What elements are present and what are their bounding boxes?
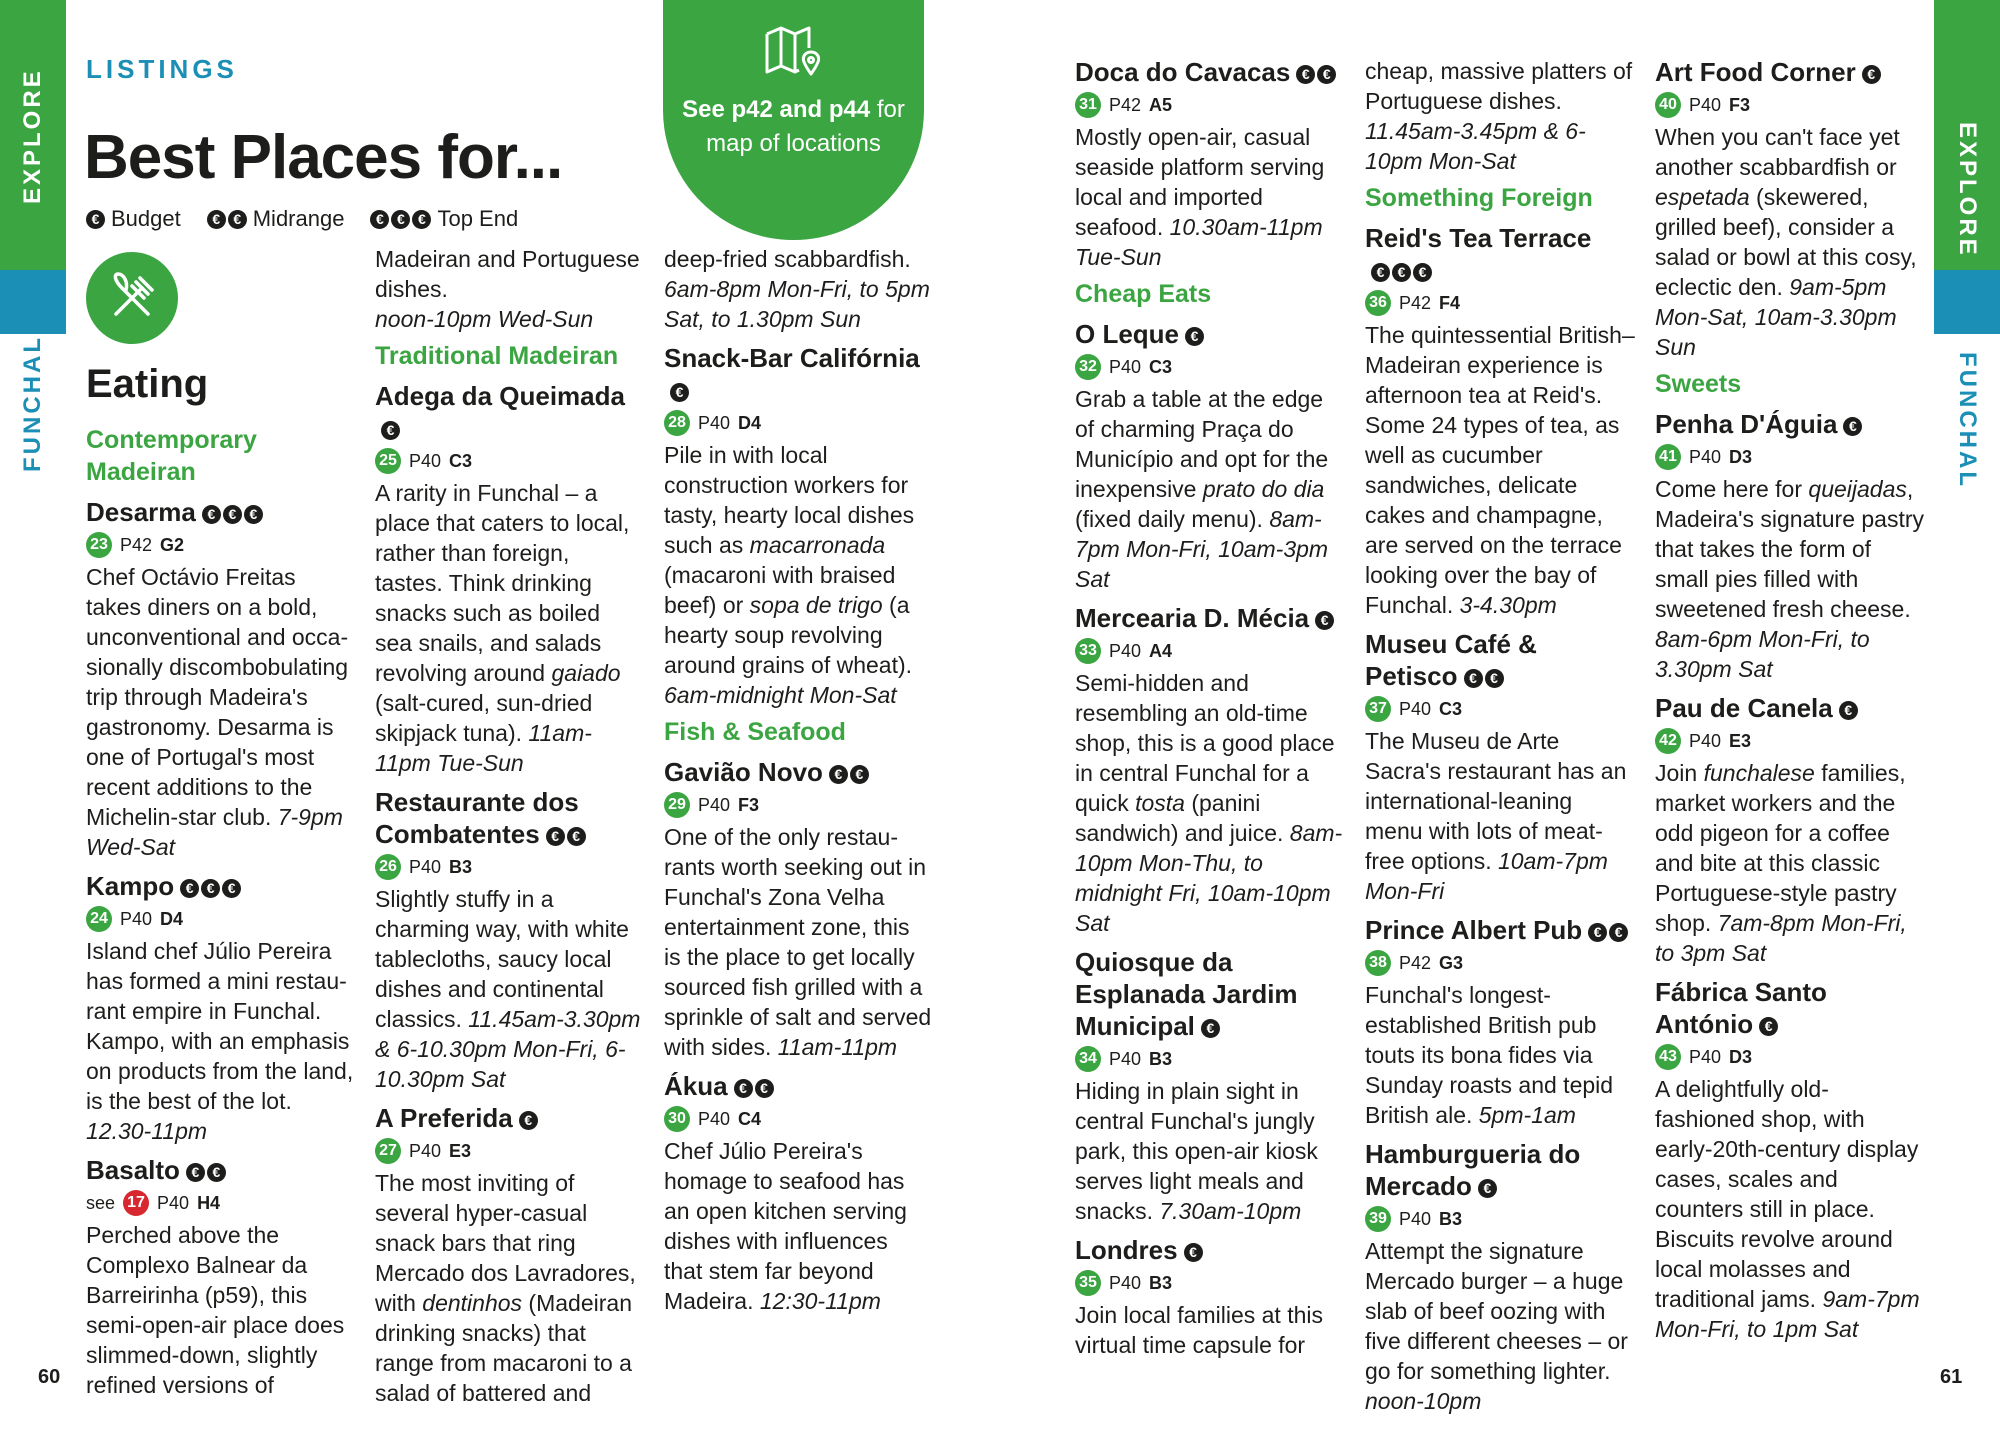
map-page: P40 [1109, 641, 1142, 661]
column-6 [1655, 56, 1925, 1344]
euro-icon: € € [829, 765, 869, 784]
euro-icon: € [1478, 1179, 1497, 1198]
explore-tab-label-left: EXPLORE [19, 68, 46, 204]
listing-description: Chef Júlio Pereira's homage to seafood has an open kitchen serving dishes with influences that stem far beyond Madeira. 12:30-11pm [664, 1138, 907, 1314]
euro-icon: € [1185, 327, 1204, 346]
listing-number-badge: 29 [664, 792, 690, 818]
subsection-heading: Cheap Eats [1075, 280, 1212, 308]
listing-number-badge: 40 [1655, 92, 1681, 118]
listing-description: Join local families at this virtual time capsule for [1075, 1302, 1323, 1358]
listing-entry [86, 1154, 354, 1400]
listing-number-badge: 30 [664, 1106, 690, 1132]
euro-icon: € [1184, 1243, 1203, 1262]
listing-number-badge: 31 [1075, 92, 1101, 118]
listing-name[interactable] [1655, 692, 1925, 724]
listing-description: Grab a table at the edge of charming Praça do Município and opt for the inexpensive prato do dia (fixed daily menu). 8am-7pm Mon-Fri, 10am-3pm Sat [1075, 386, 1329, 592]
listing-hours: 10.30am-11pm Tue-Sun [1075, 214, 1323, 270]
listing-hours: 9am-7pm Mon-Fri, to 1pm Sat [1655, 1286, 1920, 1342]
listing-name[interactable] [86, 870, 354, 902]
map-grid: D3 [1729, 447, 1753, 467]
listing-description: A delightfully old-fashioned shop, with early-20th-century display cases, scales and counters still in place. Biscuits revolve around local molasses and traditional jams. 9am-7pm Mon-Fri, to 1pm Sat [1655, 1076, 1920, 1342]
listing-entry [664, 342, 932, 710]
listing-entry [1365, 628, 1635, 906]
euro-icon: € € € [202, 505, 263, 524]
column-5 [1365, 56, 1635, 1416]
listing-name-text: Quiosque da Esplanada Jardim Municipal [1075, 947, 1298, 1041]
listing-name[interactable] [1075, 318, 1345, 350]
listing-description: The most inviting of several hyper-casual snack bars that ring Mercado dos Lavradores, with dentinhos (Madeiran drinking snacks) that range from macaroni to a salad of battered and [375, 1170, 636, 1406]
euro-icon: € [1201, 1019, 1220, 1038]
map-reference[interactable] [1655, 90, 1925, 120]
euro-icon: € € € [370, 210, 431, 229]
map-page: P40 [1689, 95, 1722, 115]
map-page: P42 [1399, 293, 1432, 313]
explore-tab-label-right: EXPLORE [1954, 122, 1981, 258]
map-grid: F4 [1439, 293, 1461, 313]
map-reference[interactable] [1365, 694, 1635, 724]
listing-description: Mostly open-air, casual seaside platform serving local and imported seafood. 10.30am-11pm Tue-Sun [1075, 124, 1325, 270]
listing-number-badge: 32 [1075, 354, 1101, 380]
legend-budget: € Budget [86, 206, 181, 232]
listing-name-text: Doca do Cavacas [1075, 57, 1291, 87]
map-grid: F3 [1729, 95, 1751, 115]
map-reference[interactable] [1655, 726, 1925, 756]
legend-midrange: € € Midrange [207, 206, 345, 232]
listing-entry [1365, 222, 1635, 620]
map-grid: C4 [738, 1109, 762, 1129]
listing-entry [1655, 408, 1925, 684]
listing-entry [1075, 56, 1345, 272]
map-grid: C3 [1149, 357, 1173, 377]
map-grid: E3 [449, 1141, 472, 1161]
map-grid: D4 [738, 413, 762, 433]
section-title-eating: Eating [86, 362, 209, 406]
listing-name[interactable] [1655, 408, 1925, 440]
listing-name-text: Gavião Novo [664, 757, 823, 787]
listing-name[interactable] [375, 1102, 643, 1134]
listing-name[interactable] [1365, 222, 1635, 286]
map-grid: F3 [738, 795, 760, 815]
listing-number-badge: 24 [86, 906, 112, 932]
map-page: P40 [1399, 1209, 1432, 1229]
legend-top-end: € € € Top End [370, 206, 518, 232]
listing-number-badge: 37 [1365, 696, 1391, 722]
euro-icon: € € [1296, 65, 1336, 84]
listing-name-text: Pau de Canela [1655, 693, 1833, 723]
listing-description: Chef Octávio Freitas takes diners on a bold, unconventional and occasionally discombobulating trip through Madeira's gastronomy. Desarma is one of Portugal's most recent additions to the Michelin-star club. 7-9pm Wed-Sat [86, 564, 349, 860]
listing-name-text: Art Food Corner [1655, 57, 1856, 87]
listing-hours: 6am-midnight Mon-Sat [664, 682, 897, 708]
subsection-heading: Traditional Madeiran [375, 342, 619, 370]
funchal-tab-label-left: FUNCHAL [19, 335, 46, 472]
listing-hours: 7am-8pm Mon-Fri, to 3pm Sat [1655, 910, 1907, 966]
listing-entry [1075, 946, 1345, 1226]
fork-knife-icon [86, 252, 178, 344]
listing-name-text: Hamburgueria do Mercado [1365, 1139, 1581, 1201]
map-page: P40 [1109, 357, 1142, 377]
listing-name[interactable] [664, 756, 932, 788]
listing-description: One of the only restaurants worth seeking out in Funchal's Zona Velha entertainment zone, this is the place to get locally sourced fish grilled with a sprinkle of salt and served with sides. 11am-11pm [664, 824, 932, 1060]
euro-icon: € € [734, 1079, 774, 1098]
listing-hours: 6am-8pm Mon-Fri, to 5pm Sat, to 1.30pm Sun [664, 276, 930, 332]
map-page: P40 [1399, 699, 1432, 719]
map-page: P40 [1689, 731, 1722, 751]
page-number-right: 61 [1940, 1366, 1963, 1388]
map-reference[interactable] [1655, 1042, 1925, 1072]
map-reference[interactable] [1075, 352, 1345, 382]
map-reference[interactable] [1365, 1204, 1635, 1234]
listing-continuation: cheap, massive platters of Portuguese dishes. [1365, 58, 1633, 114]
listing-name[interactable] [1365, 914, 1635, 946]
euro-icon: € [1315, 611, 1334, 630]
listing-name-text: Reid's Tea Terrace [1365, 223, 1592, 253]
listing-name-text: Snack-Bar Califórnia [664, 343, 920, 373]
listing-continuation: deep-fried scabbardfish. [664, 246, 911, 272]
map-page: P40 [120, 909, 153, 929]
listing-description: Come here for queijadas, Madeira's signature pastry that takes the form of small pies filled with sweetened fresh cheese. 8am-6pm Mon-Fri, to 3.30pm Sat [1655, 476, 1925, 682]
listing-entry [1655, 692, 1925, 968]
listing-hours: 10am-7pm Mon-Fri [1365, 848, 1608, 904]
blue-strip-right [1934, 270, 2000, 334]
listing-name[interactable] [375, 380, 643, 444]
map-callout-text: See p42 and p44 for map of locations [682, 96, 905, 157]
listing-hours: noon-10pm Wed-Sun [375, 306, 594, 332]
map-grid: B3 [1149, 1273, 1173, 1293]
listing-entry [1655, 976, 1925, 1344]
map-grid: E3 [1729, 731, 1752, 751]
listing-description: Funchal's longest-established British pub touts its bona fides via Sunday roasts and tepid British ale. 5pm-1am [1365, 982, 1614, 1128]
listing-entry [664, 1070, 932, 1316]
listing-hours: 11am-11pm [777, 1034, 898, 1060]
listing-name-text: Prince Albert Pub [1365, 915, 1583, 945]
listing-number-badge: 25 [375, 448, 401, 474]
listing-number-badge: 36 [1365, 290, 1391, 316]
listing-entry [664, 756, 932, 1062]
euro-icon: € [1839, 701, 1858, 720]
listing-entry [1365, 1138, 1635, 1416]
listing-number-badge: 27 [375, 1138, 401, 1164]
map-callout[interactable] [663, 0, 924, 240]
listing-name-text: A Preferida [375, 1103, 513, 1133]
listing-hours: 12.30-11pm [86, 1118, 208, 1144]
map-page: P40 [1109, 1049, 1142, 1069]
blue-strip-left [0, 270, 66, 334]
listing-hours: 12:30-11pm [759, 1288, 881, 1314]
listing-number-badge: 26 [375, 854, 401, 880]
listing-name[interactable] [1655, 56, 1925, 88]
listing-number-badge: 23 [86, 532, 112, 558]
listing-number-badge: 38 [1365, 950, 1391, 976]
map-page: P40 [409, 1141, 442, 1161]
listing-hours: 11.45am-3.30pm & 6-10.30pm Mon-Fri, 6-10.30pm Sat [375, 1006, 641, 1092]
euro-icon: € € [1588, 923, 1628, 942]
map-page: P40 [157, 1193, 190, 1213]
map-page: P40 [1109, 1273, 1142, 1293]
map-grid: A4 [1149, 641, 1173, 661]
listing-description: Pile in with local construction workers for tasty, hearty local dishes such as macarronada (macaroni with braised beef) or sopa de trigo (a hearty soup revolving around grains of wheat). 6am-midnight Mon-Sat [664, 442, 915, 708]
listing-number-badge: 34 [1075, 1046, 1101, 1072]
listing-description: Island chef Júlio Pereira has formed a mini restaurant empire in Funchal. Kampo, with an emphasis on products from the land, is the best of the lot. 12.30-11pm [86, 938, 354, 1144]
euro-icon: € [519, 1111, 538, 1130]
subsection-heading: Something Foreign [1365, 184, 1593, 212]
listing-name[interactable] [1075, 1234, 1345, 1266]
euro-icon: € € [546, 827, 586, 846]
subsection-heading: Contemporary Madeiran [86, 426, 257, 486]
listing-name[interactable] [1075, 56, 1345, 88]
map-reference[interactable] [375, 1136, 643, 1166]
map-reference[interactable] [86, 1188, 354, 1218]
map-page: P40 [1689, 447, 1722, 467]
see-label: see [86, 1193, 116, 1213]
listing-description: A rarity in Funchal – a place that caters to local, rather than foreign, tastes. Think drinking snacks such as boiled sea snails, and salads revolving around gaiado (salt-cured, sun-dried skipjack tuna). 11am-11pm Tue-Sun [375, 480, 630, 776]
map-page: P42 [1109, 95, 1142, 115]
listing-name-text: Restaurante dos Combatentes [375, 787, 579, 849]
map-reference[interactable] [664, 1104, 932, 1134]
map-reference[interactable] [1365, 948, 1635, 978]
map-reference[interactable] [1655, 442, 1925, 472]
listing-number-badge: 43 [1655, 1044, 1681, 1070]
listing-name-text: Basalto [86, 1155, 180, 1185]
map-page: P40 [1689, 1047, 1722, 1067]
listing-hours: 8am-6pm Mon-Fri, to 3.30pm Sat [1655, 626, 1870, 682]
map-reference[interactable] [664, 408, 932, 438]
listing-continuation: Madeiran and Portuguese dishes. [375, 246, 640, 302]
listing-name[interactable] [1075, 602, 1345, 634]
column-3 [664, 244, 932, 1316]
listing-hours: 3-4.30pm [1459, 592, 1557, 618]
map-grid: B3 [449, 857, 473, 877]
listing-hours: 11am-11pm Tue-Sun [375, 720, 592, 776]
page-title: Best Places for... [84, 123, 563, 192]
map-page: P40 [698, 795, 731, 815]
column-4 [1075, 56, 1345, 1360]
euro-icon: € € € [180, 879, 241, 898]
listing-description: Slightly stuffy in a charming way, with white tablecloths, saucy local dishes and continental classics. 11.45am-3.30pm & 6-10.30pm Mon-Fri, 6-10.30pm Sat [375, 886, 641, 1092]
listing-name[interactable] [1655, 976, 1925, 1040]
euro-icon: € [1862, 65, 1881, 84]
euro-icon: € [86, 210, 105, 229]
column-2 [375, 244, 643, 1408]
listing-entry [1655, 56, 1925, 362]
listing-entry [86, 870, 354, 1146]
funchal-tab-label-right: FUNCHAL [1954, 352, 1981, 489]
listing-entry [375, 786, 643, 1094]
listing-name[interactable] [375, 786, 643, 850]
listing-name-text: Kampo [86, 871, 175, 901]
listing-entry [1365, 914, 1635, 1130]
listing-name[interactable] [86, 1154, 354, 1186]
listing-hours: 7.30am-10pm [1159, 1198, 1302, 1224]
listing-entry [375, 1102, 643, 1408]
listing-description: Attempt the signature Mercado burger – a huge slab of beef oozing with five different cheeses – or go for something lighter. noon-10pm [1365, 1238, 1628, 1414]
euro-icon: € € [186, 1163, 226, 1182]
map-reference[interactable] [1365, 288, 1635, 318]
listing-name[interactable] [1365, 628, 1635, 692]
listing-description: Semi-hidden and resembling an old-time shop, this is a good place in central Funchal for a quick tosta (panini sandwich) and juice. 8am-10pm Mon-Thu, to midnight Fri, 10am-10pm Sat [1075, 670, 1343, 936]
listing-hours: 11.45am-3.45pm & 6-10pm Mon-Sat [1365, 118, 1586, 174]
map-page: P42 [120, 535, 153, 555]
map-reference[interactable] [375, 852, 643, 882]
map-reference[interactable] [1075, 1044, 1345, 1074]
listing-description: The quintessential British–Madeiran experience is afternoon tea at Reid's. Some 24 types of tea, as well as cucumber sandwiches, delicate cakes and champagne, are served on the terrace looking over the bay of Funchal. 3-4.30pm [1365, 322, 1635, 618]
listing-hours: noon-10pm [1365, 1388, 1482, 1414]
listing-name[interactable] [664, 342, 932, 406]
listing-number-badge: 42 [1655, 728, 1681, 754]
listing-number-badge: 41 [1655, 444, 1681, 470]
map-pin-icon [663, 24, 924, 85]
listing-name-text: Mercearia D. Mécia [1075, 603, 1310, 633]
map-reference[interactable] [1075, 90, 1345, 120]
subsection-heading: Fish & Seafood [664, 718, 846, 746]
map-grid: C3 [449, 451, 473, 471]
map-grid: G3 [1439, 953, 1464, 973]
listing-description: The Museu de Arte Sacra's restaurant has an international-leaning menu with lots of meat-free options. 10am-7pm Mon-Fri [1365, 728, 1627, 904]
map-reference[interactable] [1075, 1268, 1345, 1298]
column-1 [86, 418, 354, 1400]
listing-name[interactable] [86, 496, 354, 528]
listing-number-badge: 33 [1075, 638, 1101, 664]
listing-description: Hiding in plain sight in central Funchal's jungly park, this open-air kiosk serves light meals and snacks. 7.30am-10pm [1075, 1078, 1318, 1224]
listing-entry [86, 496, 354, 862]
listing-hours: 7-9pm Wed-Sat [86, 804, 343, 860]
listing-number-badge: 39 [1365, 1206, 1391, 1232]
euro-icon: € [1759, 1017, 1778, 1036]
map-grid: D3 [1729, 1047, 1753, 1067]
euro-icon: € [381, 421, 400, 440]
map-page: P40 [698, 1109, 731, 1129]
listing-hours: 9am-5pm Mon-Sat, 10am-3.30pm Sun [1655, 274, 1897, 360]
listing-name-text: O Leque [1075, 319, 1180, 349]
listing-name[interactable] [1075, 946, 1345, 1042]
map-page: P40 [409, 451, 442, 471]
euro-icon: € [1843, 417, 1862, 436]
listing-description: Perched above the Complexo Balnear da Barreirinha (p59), this semi-open-air place does slimmed-down, slightly refined versions of [86, 1222, 345, 1398]
listing-name[interactable] [1365, 1138, 1635, 1202]
listing-entry [375, 380, 643, 778]
map-grid: C3 [1439, 699, 1463, 719]
listings-kicker: LISTINGS [86, 54, 238, 84]
map-reference[interactable] [664, 790, 932, 820]
euro-icon: € [670, 383, 689, 402]
map-reference[interactable] [375, 446, 643, 476]
listing-name-text: Londres [1075, 1235, 1178, 1265]
listing-name-text: Fábrica Santo António [1655, 977, 1827, 1039]
listing-name-text: Desarma [86, 497, 196, 527]
page-number-left: 60 [38, 1366, 61, 1388]
map-grid: H4 [197, 1193, 221, 1213]
listing-number-badge: 17 [123, 1190, 149, 1216]
map-grid: D4 [160, 909, 184, 929]
listing-description: Join funchalese families, market workers and the odd pigeon for a coffee and bite at this classic Portuguese-style pastry shop. 7am-8pm Mon-Fri, to 3pm Sat [1655, 760, 1907, 966]
euro-icon: € € [1464, 669, 1504, 688]
map-reference[interactable] [86, 904, 354, 934]
map-grid: B3 [1439, 1209, 1463, 1229]
listing-name-text: Penha D'Águia [1655, 409, 1838, 439]
euro-icon: € € € [1371, 263, 1432, 282]
listing-hours: 8am-7pm Mon-Fri, 10am-3pm Sat [1075, 506, 1329, 592]
map-grid: G2 [160, 535, 185, 555]
map-grid: A5 [1149, 95, 1173, 115]
listing-name-text: Ákua [664, 1071, 728, 1101]
map-reference[interactable] [1075, 636, 1345, 666]
listing-description: When you can't face yet another scabbardfish or espetada (skewered, grilled beef), consider a salad or bowl at this cosy, eclectic den. 9am-5pm Mon-Sat, 10am-3.30pm Sun [1655, 124, 1917, 360]
euro-icon: € € [207, 210, 247, 229]
listing-entry [1075, 318, 1345, 594]
listing-entry [1075, 602, 1345, 938]
listing-hours: 5pm-1am [1478, 1102, 1576, 1128]
listing-name[interactable] [664, 1070, 932, 1102]
listing-entry [1075, 1234, 1345, 1360]
map-page: P42 [1399, 953, 1432, 973]
map-grid: B3 [1149, 1049, 1173, 1069]
map-reference[interactable] [86, 530, 354, 560]
map-page: P40 [409, 857, 442, 877]
listing-hours: 8am-10pm Mon-Thu, to midnight Fri, 10am-10pm Sat [1075, 820, 1343, 936]
map-page: P40 [698, 413, 731, 433]
listing-number-badge: 28 [664, 410, 690, 436]
price-legend [86, 206, 518, 232]
listing-name-text: Adega da Queimada [375, 381, 625, 411]
listing-name-text: Museu Café & Petisco [1365, 629, 1537, 691]
subsection-heading: Sweets [1655, 370, 1742, 398]
listing-number-badge: 35 [1075, 1270, 1101, 1296]
